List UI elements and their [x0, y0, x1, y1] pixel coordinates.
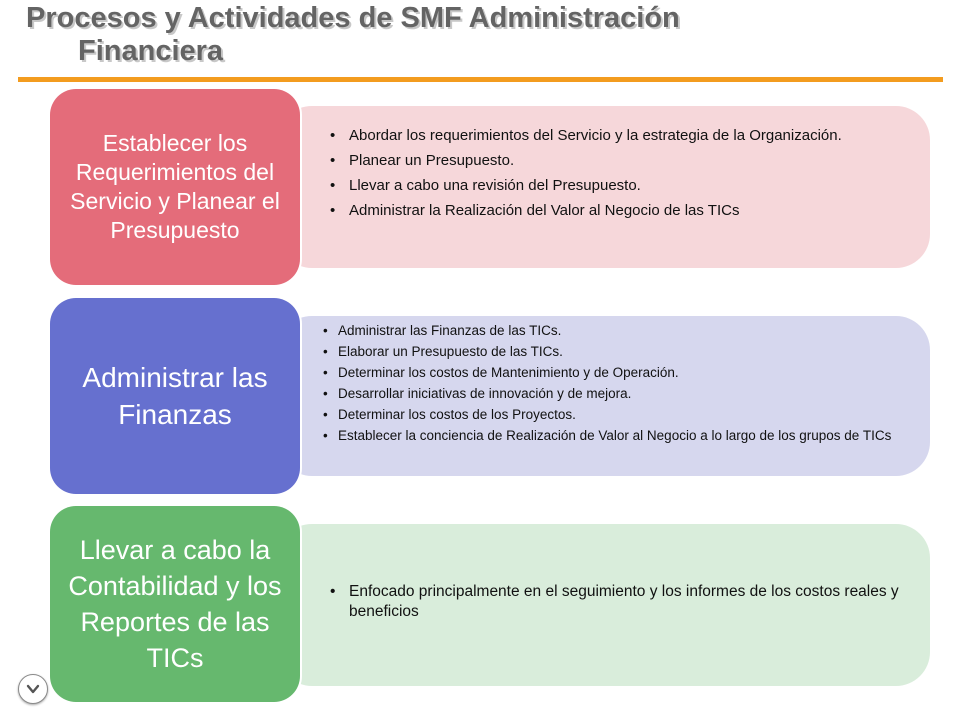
list-item: • Determinar los costos de Mantenimiento y de Operación. — [323, 364, 912, 381]
block-2-heading: Administrar las Finanzas — [82, 362, 268, 430]
list-item: • Abordar los requerimientos del Servicio y la estrategia de la Organización. — [330, 126, 910, 145]
list-item: • Planear un Presupuesto. — [330, 151, 910, 170]
block-1-list — [278, 106, 930, 220]
page-title — [26, 2, 926, 68]
block-3-heading-box — [50, 506, 300, 702]
list-item: • Desarrollar iniciativas de innovación y de mejora. — [323, 385, 912, 402]
title-underline — [18, 77, 943, 82]
block-3-panel — [278, 524, 930, 686]
block-1-heading-box — [50, 89, 300, 285]
title-line-2: Financiera — [78, 35, 224, 67]
list-item: • Elaborar un Presupuesto de las TICs. — [323, 343, 912, 360]
list-item: • Determinar los costos de los Proyectos. — [323, 406, 912, 423]
list-item: • Administrar la Realización del Valor al Negocio de las TICs — [330, 201, 910, 220]
list-item: • Establecer la conciencia de Realización de Valor al Negocio a lo largo de los grupos de TICs — [323, 427, 912, 444]
block-3-list — [278, 524, 930, 622]
slide-nav-button[interactable] — [18, 674, 48, 704]
list-item: • Enfocado principalmente en el seguimiento y los informes de los costos reales y beneficios — [330, 582, 900, 622]
block-2-heading-box — [50, 298, 300, 494]
block-3-heading: Llevar a cabo la Contabilidad y los Reportes de las TICs — [68, 535, 282, 673]
block-2-list — [278, 316, 930, 444]
block-2-panel — [278, 316, 930, 476]
chevron-down-icon — [25, 681, 41, 697]
title-line-1: Procesos y Actividades de SMF Administración — [26, 2, 680, 34]
list-item: • Administrar las Finanzas de las TICs. — [323, 322, 912, 339]
block-1-heading: Establecer los Requerimientos del Servicio y Planear el Presupuesto — [70, 130, 280, 243]
block-1-panel — [278, 106, 930, 268]
list-item: • Llevar a cabo una revisión del Presupuesto. — [330, 176, 910, 195]
